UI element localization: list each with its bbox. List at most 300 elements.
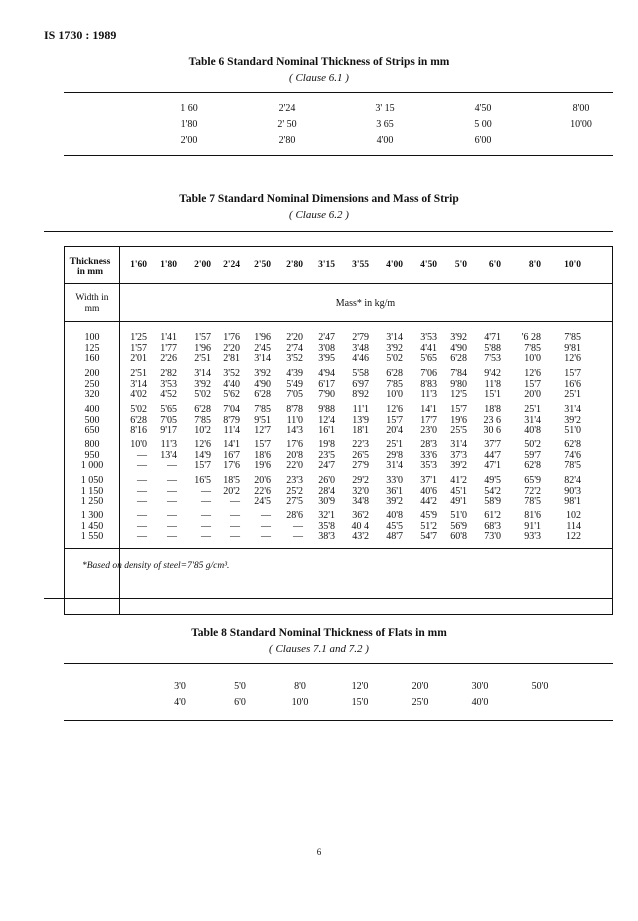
mass-value: 31'4 — [524, 414, 541, 426]
table6-top-rule — [64, 92, 613, 93]
mass-value: 38'3 — [318, 531, 335, 542]
mass-value: 12'6 — [386, 404, 403, 415]
mass-value: 2'51 — [194, 353, 211, 364]
mass-value: 36'2 — [352, 510, 369, 521]
width-value: 1 150 — [80, 485, 104, 497]
mass-value: 1'96 — [194, 342, 211, 354]
mass-value: 2'20 — [223, 342, 240, 354]
mass-value: — — [137, 475, 147, 486]
mass-value: 23 6 — [483, 414, 501, 426]
mass-value: 28'6 — [286, 510, 303, 521]
mass-value: 3'53 — [160, 378, 177, 390]
mass-value: 18'5 — [223, 475, 240, 486]
width-value: 650 — [84, 425, 100, 436]
mass-value: 6'28 — [254, 389, 271, 400]
mass-value: 32'0 — [352, 485, 369, 497]
mass-value: 49'5 — [484, 475, 501, 486]
mass-value: 20'8 — [286, 449, 303, 461]
mass-value: 2'74 — [286, 342, 303, 354]
mass-value: 2'26 — [160, 353, 177, 364]
table7-footnote: *Based on density of steel=7'85 g/cm³. — [82, 561, 230, 571]
mass-value: — — [201, 496, 211, 507]
mass-value: 43'2 — [352, 531, 369, 542]
mass-value: '6 28 — [521, 332, 541, 343]
mass-value: — — [261, 531, 271, 542]
mass-value: — — [137, 520, 147, 532]
mass-value: 18'6 — [254, 449, 271, 461]
mass-value: 17'6 — [286, 439, 303, 450]
mass-value: 4'90 — [450, 342, 467, 354]
mass-value: 56'9 — [450, 520, 467, 532]
table-row — [150, 694, 570, 710]
mass-value: 8'78 — [286, 404, 303, 415]
mass-value: 5'58 — [352, 368, 369, 379]
mass-value: 30 6 — [483, 425, 501, 436]
mass-value: 18'8 — [484, 404, 501, 415]
mass-value: 114 — [566, 520, 581, 532]
mass-value: 37'7 — [484, 439, 501, 450]
mass-value: 7'05 — [286, 389, 303, 400]
table-cell: 15'0 — [351, 696, 369, 708]
mass-value: 5'62 — [223, 389, 240, 400]
mass-value: 26'0 — [318, 475, 335, 486]
mass-value: 34'8 — [352, 496, 369, 507]
mass-value: 2'47 — [318, 332, 335, 343]
mass-value: 3'52 — [286, 353, 303, 364]
mass-value: 10'0 — [130, 439, 147, 450]
mass-value: — — [167, 510, 177, 521]
table-cell: 2'00 — [180, 134, 198, 146]
mass-value: 31'4 — [386, 460, 403, 471]
table6-grid — [140, 100, 630, 148]
mass-value: 2'01 — [130, 353, 147, 364]
mass-value: 14'3 — [286, 425, 303, 436]
thickness-header: 2'24 — [223, 260, 240, 270]
mass-value: 11'4 — [223, 425, 240, 436]
mass-value: 20'2 — [223, 485, 240, 497]
width-label: Width in mm — [75, 293, 109, 314]
mass-value: — — [167, 475, 177, 486]
mass-value: 3'92 — [450, 332, 467, 343]
mass-value: 7'53 — [484, 353, 501, 364]
mass-value: 60'8 — [450, 531, 467, 542]
mass-value: 2'81 — [223, 353, 240, 364]
mass-value: 16'6 — [564, 378, 581, 390]
mass-value: 4'40 — [223, 378, 240, 390]
mass-value: 2'51 — [130, 368, 147, 379]
width-value: 500 — [84, 414, 100, 426]
mass-value: 7'85 — [386, 378, 403, 390]
width-value: 1 000 — [80, 460, 104, 471]
table-cell: 10'00 — [570, 118, 592, 130]
mass-value: — — [167, 520, 177, 532]
mass-value: 12'4 — [318, 414, 335, 426]
mass-value: 9'42 — [484, 368, 501, 379]
table-cell — [532, 132, 630, 148]
table-cell: 4'0 — [174, 696, 186, 708]
mass-value: 39'2 — [450, 460, 467, 471]
table-cell: 1'80 — [180, 118, 198, 130]
mass-value: 9'17 — [160, 425, 177, 436]
width-value: 250 — [84, 378, 100, 390]
page-number: 6 — [316, 847, 322, 857]
table7-box — [64, 246, 613, 615]
table-row — [150, 678, 570, 694]
mass-value: — — [261, 510, 271, 521]
mass-value: 78'5 — [524, 496, 541, 507]
width-value: 1 300 — [80, 510, 104, 521]
width-value: 1 050 — [80, 475, 104, 486]
mass-value: 10'0 — [386, 389, 403, 400]
mass-value: 25'1 — [564, 389, 581, 400]
mass-value: — — [137, 460, 147, 471]
mass-value: 14'1 — [223, 439, 240, 450]
width-value: 100 — [84, 332, 100, 343]
mass-value: 25'1 — [524, 404, 541, 415]
table-cell: 3 65 — [376, 118, 394, 130]
mass-value: 40 4 — [351, 520, 369, 532]
mass-value: 50'2 — [524, 439, 541, 450]
mass-value: 48'7 — [386, 531, 403, 542]
mass-value: — — [230, 496, 240, 507]
thickness-header: 2'00 — [194, 260, 211, 270]
mass-value: 2'82 — [160, 368, 177, 379]
table8-top-rule — [64, 663, 613, 664]
thickness-header: 1'60 — [130, 260, 147, 270]
mass-value: 102 — [566, 510, 581, 521]
mass-value: 24'5 — [254, 496, 271, 507]
table-cell: 5'0 — [234, 680, 246, 692]
mass-value: 54'7 — [420, 531, 437, 542]
mass-value: 44'7 — [484, 449, 501, 461]
mass-value: 6'28 — [130, 414, 147, 426]
mass-value: 82'4 — [564, 475, 581, 486]
mass-value: 9'81 — [564, 342, 581, 354]
table-cell: 8'00 — [572, 102, 590, 114]
mass-value: 11'1 — [352, 404, 369, 415]
mass-value: 9'80 — [450, 378, 467, 390]
mass-value: 40'8 — [386, 510, 403, 521]
mass-value: 26'5 — [352, 449, 369, 461]
mass-value: 25'1 — [386, 439, 403, 450]
mass-value: 40'6 — [420, 485, 437, 497]
thickness-header: 3'55 — [352, 260, 369, 270]
table6-title: Table 6 Standard Nominal Thickness of Strips in mm — [188, 56, 450, 68]
mass-value: 6'97 — [352, 378, 369, 390]
mass-value: 28'4 — [318, 485, 335, 497]
mass-value: — — [167, 460, 177, 471]
table7-header-rule — [65, 283, 612, 284]
width-value: 160 — [84, 353, 100, 364]
mass-value: 4'52 — [160, 389, 177, 400]
mass-value: 7'06 — [420, 368, 437, 379]
table6-bottom-rule — [64, 155, 613, 156]
table-cell: 20'0 — [411, 680, 429, 692]
thickness-header: 4'50 — [420, 260, 437, 270]
mass-value: 6'28 — [386, 368, 403, 379]
mass-value: 3'95 — [318, 353, 335, 364]
mass-value: 51'2 — [420, 520, 437, 532]
mass-value: 78'5 — [564, 460, 581, 471]
table8-bottom-rule — [64, 720, 613, 721]
mass-value: 11'3 — [160, 439, 177, 450]
width-value: 320 — [84, 389, 100, 400]
table-cell: 2' 50 — [277, 118, 297, 130]
mass-value: 2'45 — [254, 342, 271, 354]
table8-clause: ( Clauses 7.1 and 7.2 ) — [269, 643, 369, 655]
thickness-header: 2'50 — [254, 260, 271, 270]
mass-value: — — [167, 531, 177, 542]
mass-value: 51'0 — [564, 425, 581, 436]
mass-value: 32'1 — [318, 510, 335, 521]
mass-value: 7'85 — [254, 404, 271, 415]
mass-value: 19'6 — [254, 460, 271, 471]
mass-value: 73'0 — [484, 531, 501, 542]
mass-value: 25'5 — [450, 425, 467, 436]
width-value: 1 250 — [80, 496, 104, 507]
table-row — [140, 100, 630, 116]
mass-value: 9'88 — [318, 404, 335, 415]
table6-clause: ( Clause 6.1 ) — [289, 72, 349, 84]
thickness-header: 6'0 — [488, 260, 501, 270]
mass-value: 3'14 — [254, 353, 271, 364]
mass-value: 11'0 — [286, 414, 303, 426]
mass-value: — — [293, 520, 303, 532]
mass-value: 1'77 — [160, 342, 177, 354]
mass-value: 15'1 — [484, 389, 501, 400]
mass-value: 3'48 — [352, 342, 369, 354]
mass-value: 15'7 — [564, 368, 581, 379]
mass-value: 5'65 — [160, 404, 177, 415]
mass-value: — — [293, 531, 303, 542]
mass-value: 17'6 — [223, 460, 240, 471]
mass-value: 2'20 — [286, 332, 303, 343]
mass-value: 33'6 — [420, 449, 437, 461]
mass-value: 24'7 — [318, 460, 335, 471]
thickness-header: 10'0 — [564, 260, 581, 270]
mass-value: 19'6 — [450, 414, 467, 426]
mass-value: — — [230, 510, 240, 521]
mass-value: — — [261, 520, 271, 532]
mass-value: 5'02 — [194, 389, 211, 400]
mass-value: — — [167, 496, 177, 507]
thickness-header: 3'15 — [318, 260, 335, 270]
mass-value: 90'3 — [564, 485, 581, 497]
mass-value: 54'2 — [484, 485, 501, 497]
mass-value: 3'14 — [194, 368, 211, 379]
mass-value: — — [230, 531, 240, 542]
mass-value: 6'17 — [318, 378, 335, 390]
mass-value: 20'6 — [254, 475, 271, 486]
mass-value: 3'92 — [386, 342, 403, 354]
mass-value: 7'05 — [160, 414, 177, 426]
mass-value: 16'5 — [194, 475, 211, 486]
mass-value: 15'7 — [194, 460, 211, 471]
mass-value: 9'51 — [254, 414, 271, 426]
mass-value: 3'92 — [254, 368, 271, 379]
mass-value: — — [167, 485, 177, 497]
mass-value: 33'0 — [386, 475, 403, 486]
mass-value: — — [201, 531, 211, 542]
thickness-label: Thickness in mm — [69, 257, 111, 277]
mass-value: 4'02 — [130, 389, 147, 400]
mass-value: 58'9 — [484, 496, 501, 507]
mass-value: 1'41 — [160, 332, 177, 343]
table7-end-rule — [44, 598, 613, 599]
table-row — [140, 116, 630, 132]
mass-value: 19'8 — [318, 439, 335, 450]
mass-value: 22'6 — [254, 485, 271, 497]
document-header: IS 1730 : 1989 — [44, 28, 117, 42]
table-cell: 40'0 — [471, 696, 489, 708]
mass-value: 14'1 — [420, 404, 437, 415]
width-value: 950 — [84, 449, 100, 461]
mass-value: 12'6 — [194, 439, 211, 450]
mass-value: 45'9 — [420, 510, 437, 521]
width-value: 200 — [84, 368, 100, 379]
mass-value: 15'7 — [254, 439, 271, 450]
mass-value: 62'8 — [564, 439, 581, 450]
mass-value: 25'2 — [286, 485, 303, 497]
mass-value: — — [201, 510, 211, 521]
table7-title: Table 7 Standard Nominal Dimensions and Mass of Strip — [179, 193, 459, 205]
mass-value: 15'7 — [450, 404, 467, 415]
table-cell — [510, 694, 570, 710]
table-cell: 25'0 — [411, 696, 429, 708]
table-row — [140, 132, 630, 148]
table-cell: 2'80 — [278, 134, 296, 146]
mass-value: 22'0 — [286, 460, 303, 471]
mass-value: 72'2 — [524, 485, 541, 497]
mass-value: — — [137, 510, 147, 521]
mass-value: 12'7 — [254, 425, 271, 436]
table-cell: 8'0 — [294, 680, 306, 692]
table-cell: 6'00 — [474, 134, 492, 146]
mass-value: 122 — [566, 531, 581, 542]
mass-value: 4'94 — [318, 368, 335, 379]
mass-value: 8'16 — [130, 425, 147, 436]
mass-value: 5'49 — [286, 378, 303, 390]
mass-value: 81'6 — [524, 510, 541, 521]
mass-value: 93'3 — [524, 531, 541, 542]
mass-value: 31'4 — [564, 404, 581, 415]
mass-value: 17'7 — [420, 414, 437, 426]
mass-value: — — [201, 520, 211, 532]
mass-value: 39'2 — [386, 496, 403, 507]
width-value: 800 — [84, 439, 100, 450]
table8-grid — [150, 678, 570, 710]
mass-value: 35'8 — [318, 520, 335, 532]
width-value: 400 — [84, 404, 100, 415]
thickness-header: 4'00 — [386, 260, 403, 270]
mass-value: 23'3 — [286, 475, 303, 486]
mass-value: 11'8 — [484, 378, 501, 390]
table-cell: 3'0 — [174, 680, 186, 692]
thickness-header: 1'80 — [160, 260, 177, 270]
mass-value: 3'53 — [420, 332, 437, 343]
mass-value: 10'2 — [194, 425, 211, 436]
table-cell: 5 00 — [474, 118, 492, 130]
mass-value: 1'57 — [130, 342, 147, 354]
mass-value: 35'3 — [420, 460, 437, 471]
table-cell: 30'0 — [471, 680, 489, 692]
mass-value: 16'7 — [223, 449, 240, 461]
mass-value: 8'92 — [352, 389, 369, 400]
table7-clause: ( Clause 6.2 ) — [289, 209, 349, 221]
mass-value: 47'1 — [484, 460, 501, 471]
mass-value: 3'92 — [194, 378, 211, 390]
mass-value: 22'3 — [352, 439, 369, 450]
mass-value: 4'71 — [484, 332, 501, 343]
mass-value: 39'2 — [564, 414, 581, 426]
mass-value: 12'5 — [450, 389, 467, 400]
mass-value: 14'9 — [194, 449, 211, 461]
table-cell: 6'0 — [234, 696, 246, 708]
mass-value: 23'0 — [420, 425, 437, 436]
table-cell: 1 60 — [180, 102, 198, 114]
mass-value: 68'3 — [484, 520, 501, 532]
mass-value: 6'28 — [450, 353, 467, 364]
mass-value: 20'0 — [524, 389, 541, 400]
mass-value: 45'5 — [386, 520, 403, 532]
mass-value: 30'9 — [318, 496, 335, 507]
mass-value: 20'4 — [386, 425, 403, 436]
mass-value: 6'28 — [194, 404, 211, 415]
mass-value: 4'39 — [286, 368, 303, 379]
mass-value: — — [137, 485, 147, 497]
mass-value: 3'14 — [386, 332, 403, 343]
mass-value: — — [230, 520, 240, 532]
mass-value: 8'83 — [420, 378, 437, 390]
mass-value: 7'85 — [524, 342, 541, 354]
table-cell: 10'0 — [291, 696, 309, 708]
mass-value: 4'46 — [352, 353, 369, 364]
mass-value: 10'0 — [524, 353, 541, 364]
mass-value: 51'0 — [450, 510, 467, 521]
mass-value: 61'2 — [484, 510, 501, 521]
mass-value: 3'08 — [318, 342, 335, 354]
mass-value: 2'79 — [352, 332, 369, 343]
table-cell: 12'0 — [351, 680, 369, 692]
table7-width-rule — [65, 321, 612, 322]
mass-value: 1'96 — [254, 332, 271, 343]
mass-value: 15'7 — [524, 378, 541, 390]
thickness-header: 8'0 — [528, 260, 541, 270]
mass-value: 65'9 — [524, 475, 541, 486]
table-cell: 2'24 — [278, 102, 296, 114]
mass-value: 5'65 — [420, 353, 437, 364]
mass-value: 49'1 — [450, 496, 467, 507]
mass-value: 7'04 — [223, 404, 240, 415]
mass-value: 5'02 — [130, 404, 147, 415]
mass-value: 16'1 — [318, 425, 335, 436]
mass-value: 45'1 — [450, 485, 467, 497]
mass-value: — — [201, 485, 211, 497]
mass-value: — — [137, 531, 147, 542]
mass-value: 37'3 — [450, 449, 467, 461]
mass-value: 4'90 — [254, 378, 271, 390]
mass-value: 4'41 — [420, 342, 437, 354]
mass-value: 7'85 — [564, 332, 581, 343]
mass-value: 36'1 — [386, 485, 403, 497]
mass-value: 3'14 — [130, 378, 147, 390]
thickness-header: 2'80 — [286, 260, 303, 270]
mass-value: 7'90 — [318, 389, 335, 400]
table-cell: 3' 15 — [375, 102, 395, 114]
table-cell: 50'0 — [531, 680, 549, 692]
mass-value: 59'7 — [524, 449, 541, 461]
mass-value: 28'3 — [420, 439, 437, 450]
